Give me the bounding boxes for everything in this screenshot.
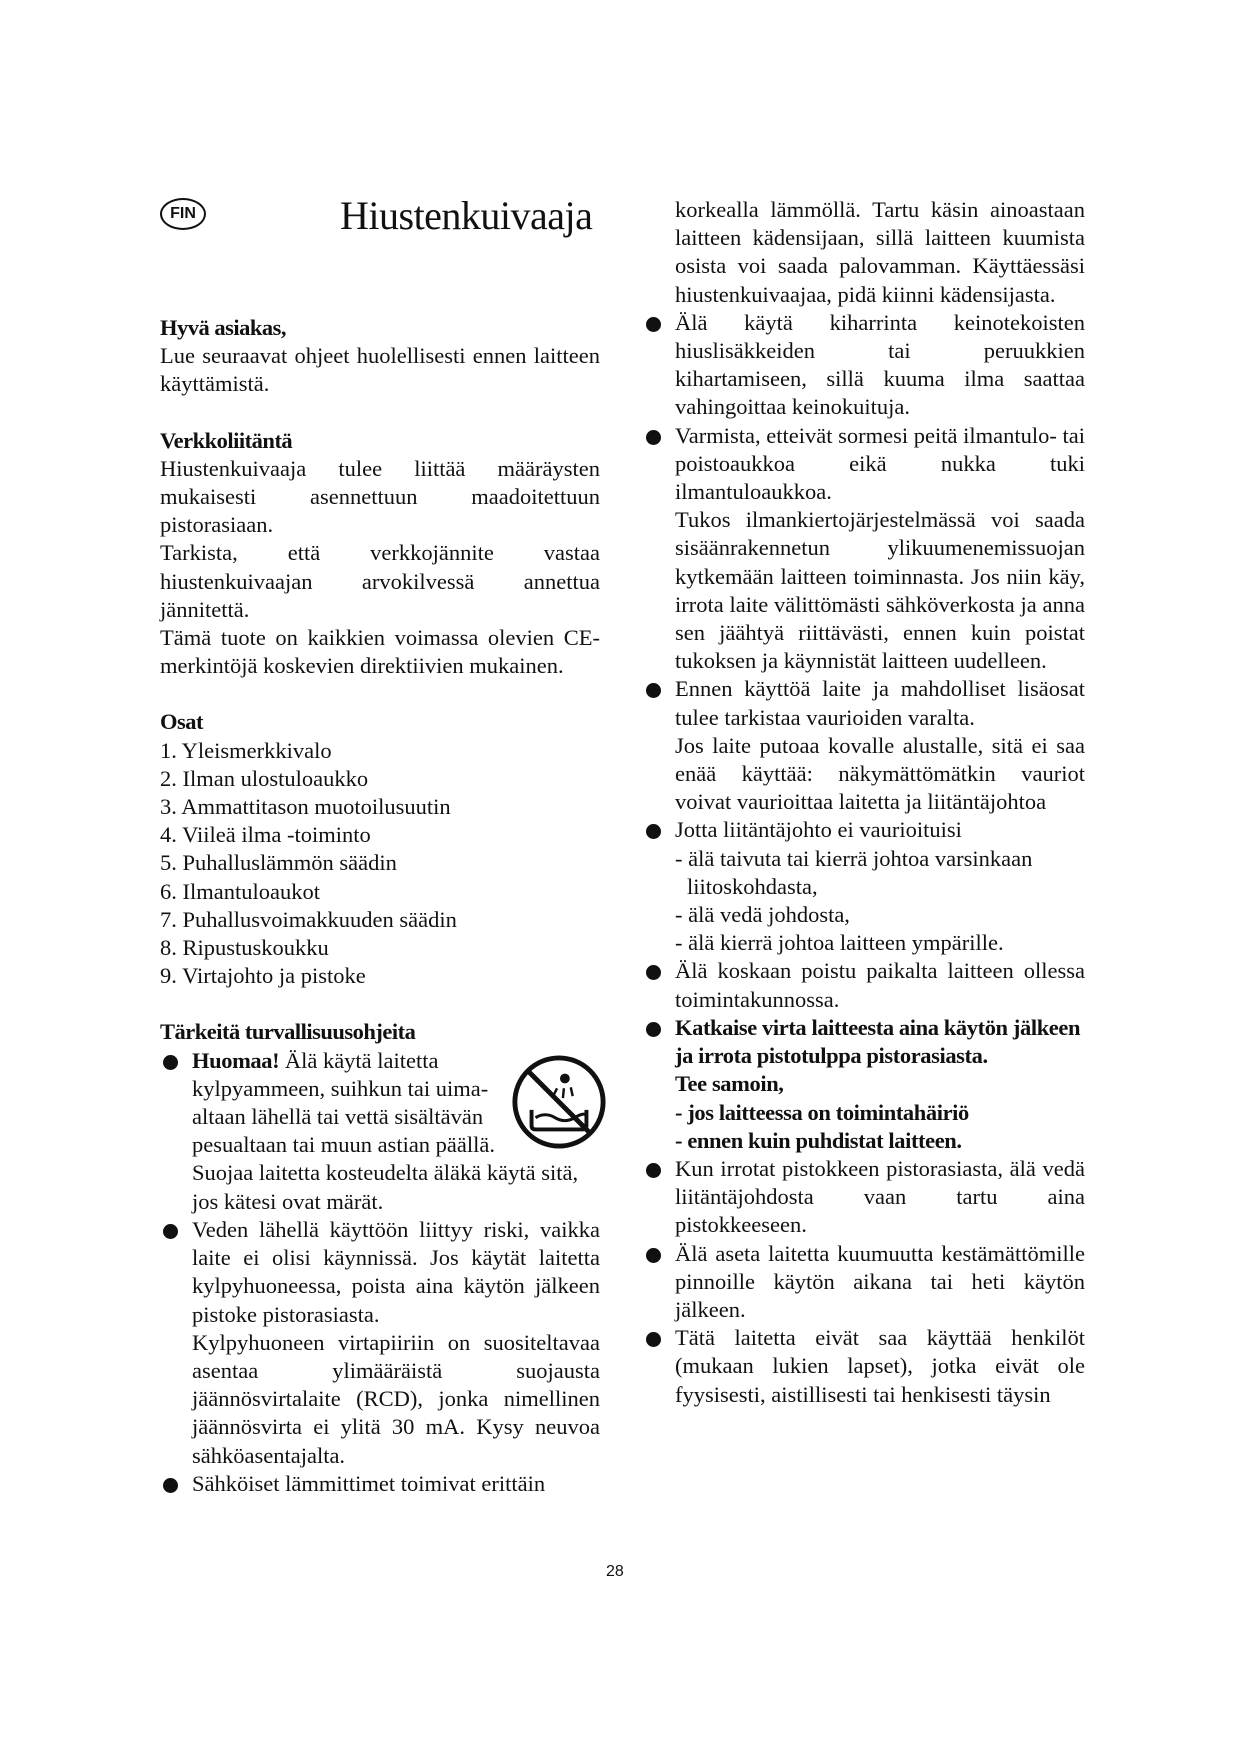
cord-dash-item-continued: liitoskohdasta, <box>687 873 818 899</box>
persons-item: Tätä laitetta eivät saa käyttää henkilöt (mukaan lukien lapset), jotka eivät ole fyysisesti, aistillisesti tai henkisesti täysin <box>643 1324 1085 1409</box>
hot-surfaces-item: Älä aseta laitetta kuumuutta kestämättömille pinnoille käytön aikana tai heti käytön jälkeen. <box>643 1240 1085 1325</box>
parts-list-item: 5. Puhalluslämmön säädin <box>160 850 397 876</box>
parts-list <box>160 737 600 991</box>
cord-item: Jotta liitäntäjohto ei vaurioituisi <box>643 816 1085 844</box>
wigs-item: Älä käytä kiharrinta keinotekoisten hiuslisäkkeiden tai peruukkien kihartamiseen, sillä kuuma ilma saattaa vahingoittaa keinokuituja. <box>643 309 1085 422</box>
warning-label: Huomaa! <box>192 1047 280 1073</box>
parts-heading: Osat <box>160 709 203 735</box>
parts-list-item: 1. Yleismerkkivalo <box>160 737 332 763</box>
mains-heading: Verkkoliitäntä <box>160 427 293 453</box>
unplug-dash-item: - jos laitteessa on toimintahäiriö <box>675 1099 969 1125</box>
cord-dash-item: - älä taivuta tai kierrä johtoa varsinkaan <box>675 845 1033 871</box>
rcd-paragraph: Kylpyhuoneen virtapiiriin on suositeltavaa asentaa ylimääräistä suojausta jäännösvirtalaite (RCD), jonka nimellinen jäännösvirta ei ylitä 30 mA. Kysy neuvoa sähköasentajalta. <box>192 1329 600 1468</box>
cord-dash-item: - älä kierrä johtoa laitteen ympärille. <box>675 930 1004 956</box>
unplug-dash-item: - ennen kuin puhdistat laitteen. <box>675 1127 962 1153</box>
water-risk-item: Veden lähellä käyttöön liittyy riski, vaikka laite ei olisi käynnissä. Jos käytät laitetta kylpyhuoneessa, poista aina käytön jälkeen pistoke pistorasiasta. <box>160 1216 600 1329</box>
left-column <box>160 314 600 1498</box>
unplug-same: Tee samoin, <box>675 1071 784 1097</box>
vents-item: Varmista, etteivät sormesi peitä ilmantulo- tai poistoaukkoa eikä nukka tuki ilmantuloaukkoa. <box>643 422 1085 507</box>
warning-text-2: Suojaa laitetta kosteudelta äläkä käytä sitä, jos kätesi ovat märät. <box>192 1160 579 1214</box>
intro-text: Lue seuraavat ohjeet huolellisesti ennen laitteen käyttämistä. <box>160 343 600 397</box>
mains-paragraph: Tämä tuote on kaikkien voimassa olevien CE-merkintöjä koskevien direktiivien mukainen. <box>160 625 600 679</box>
heater-item-continued: korkealla lämmöllä. Tartu käsin ainoastaan laitteen kädensijaan, sillä laitteen kuumista osista voi saada palovamman. Käyttäessäsi hiustenkuivaajaa, pidä kiinni kädensijasta. <box>675 197 1085 307</box>
unplug-item: Katkaise virta laitteesta aina käytön jälkeen ja irrota pistotulppa pistorasiasta. <box>643 1014 1085 1070</box>
parts-list-item: 2. Ilman ulostuloaukko <box>160 765 369 791</box>
parts-list-item: 7. Puhallusvoimakkuuden säädin <box>160 906 457 932</box>
check-item: Ennen käyttöä laite ja mahdolliset lisäosat tulee tarkistaa vaurioiden varalta. <box>643 675 1085 731</box>
no-water-use-icon <box>510 1053 608 1151</box>
parts-list-item: 3. Ammattitason muotoilusuutin <box>160 794 451 820</box>
parts-list-item: 6. Ilmantuloaukot <box>160 878 320 904</box>
mains-paragraph: Hiustenkuivaaja tulee liittää määräysten mukaisesti asennettuun maadoitettuun pistorasiaan. <box>160 455 600 538</box>
safety-heading: Tärkeitä turvallisuusohjeita <box>160 1019 416 1045</box>
parts-list-item: 8. Ripustuskoukku <box>160 935 329 961</box>
greeting: Hyvä asiakas, <box>160 315 287 340</box>
heater-item-start: Sähköiset lämmittimet toimivat erittäin <box>160 1470 600 1498</box>
page-title: Hiustenkuivaaja <box>340 193 593 238</box>
mains-paragraph: Tarkista, että verkkojännite vastaa hiustenkuivaajan arvokilvessä annettua jännitettä. <box>160 540 600 622</box>
vents-paragraph: Tukos ilmankiertojärjestelmässä voi saada sisäänrakennetun ylikuumenemissuojan kytkemään laitteen toiminnasta. Jos niin käy, irrota laite välittömästi sähköverkosta ja anna sen jäähtyä riittävästi, ennen kuin poistat tukoksen ja käynnistät laitteen uudelleen. <box>675 507 1085 674</box>
check-paragraph: Jos laite putoaa kovalle alustalle, sitä ei saa enää käyttää: näkymättömätkin vauriot voivat vaurioittaa laitetta ja liitäntäjohtoa <box>675 732 1085 815</box>
unattended-item: Älä koskaan poistu paikalta laitteen ollessa toimintakunnossa. <box>643 957 1085 1013</box>
parts-list-item: 4. Viileä ilma -toiminto <box>160 822 371 848</box>
bathtub-warning <box>160 1047 600 1216</box>
warning-text: Älä käytä laitetta kylpyammeen, suihkun tai uima-altaan lähellä tai vettä sisältävän pesualtaan tai muun astian päällä. <box>192 1047 496 1158</box>
pull-plug-item: Kun irrotat pistokkeen pistorasiasta, älä vedä liitäntäjohdosta vaan tartu aina pistokkeeseen. <box>643 1155 1085 1240</box>
language-badge: FIN <box>160 198 206 230</box>
parts-list-item: 9. Virtajohto ja pistoke <box>160 963 366 989</box>
right-column <box>643 196 1085 1409</box>
cord-dash-item: - älä vedä johdosta, <box>675 902 850 928</box>
page-number: 28 <box>606 1563 624 1580</box>
